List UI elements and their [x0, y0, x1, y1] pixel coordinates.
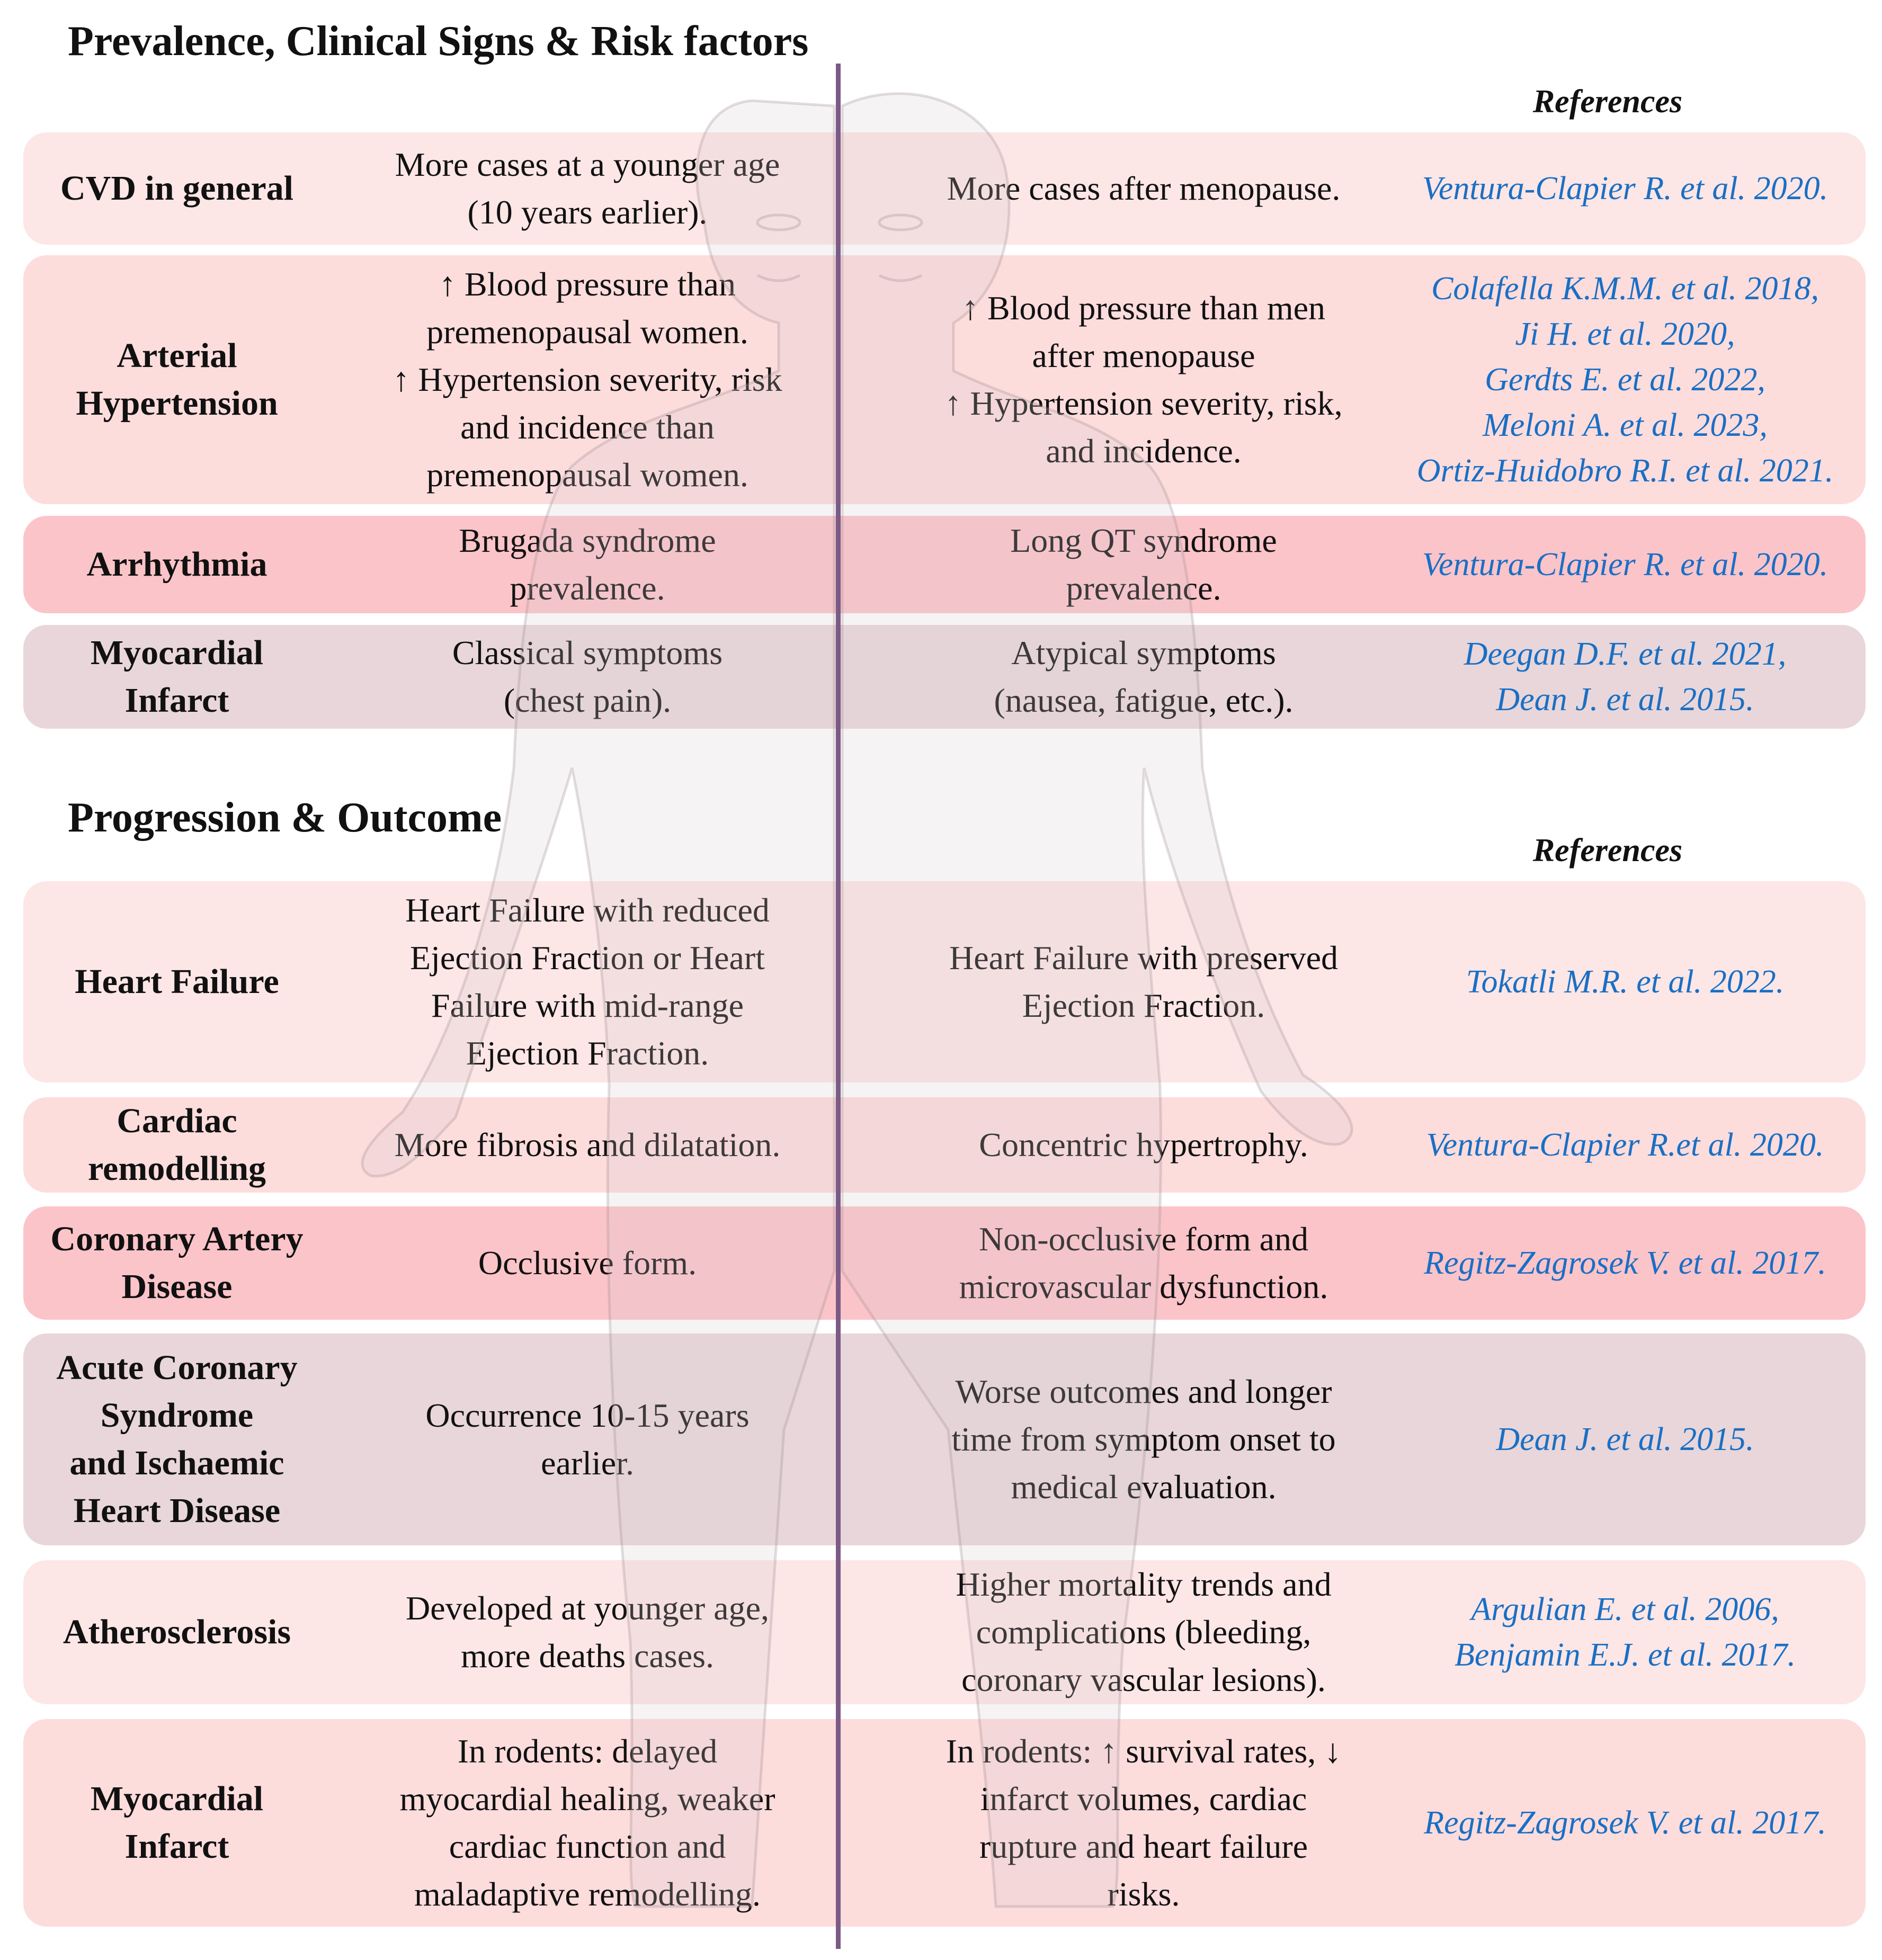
references-line: Argulian E. et al. 2006,: [1471, 1591, 1779, 1627]
men-finding-line: and incidence than: [460, 408, 715, 446]
women-finding-line: In rodents: ↑ survival rates, ↓: [946, 1732, 1342, 1770]
references-line: Meloni A. et al. 2023,: [1483, 407, 1768, 443]
table-row: [23, 1097, 1866, 1193]
women-finding-line: rupture and heart failure: [979, 1828, 1308, 1865]
men-finding-line: more deaths cases.: [460, 1637, 715, 1675]
references: [1387, 132, 1863, 245]
row-label-line: Coronary Artery: [50, 1220, 304, 1258]
women-finding-line: Concentric hypertrophy.: [979, 1126, 1308, 1164]
references: [1387, 1333, 1863, 1545]
references-line: Gerdts E. et al. 2022,: [1485, 362, 1765, 398]
section-title: Progression & Outcome: [68, 794, 502, 841]
references: [1387, 1097, 1863, 1193]
women-finding-line: coronary vascular lesions).: [961, 1661, 1326, 1698]
women-finding: [892, 1560, 1395, 1704]
references: [1387, 1206, 1863, 1320]
references-line: Tokatli M.R. et al. 2022.: [1466, 964, 1785, 1000]
row-label-line: Heart Disease: [73, 1491, 281, 1530]
women-finding-line: ↑ Hypertension severity, risk,: [944, 384, 1343, 422]
men-finding: [346, 132, 828, 245]
row-label-line: Infarct: [124, 1827, 229, 1866]
women-finding-line: Non-occlusive form and: [978, 1220, 1309, 1258]
table-row: [23, 881, 1866, 1082]
section-title: Prevalence, Clinical Signs & Risk factors: [68, 18, 809, 65]
row-label: [23, 1719, 331, 1927]
row-label-line: Syndrome: [100, 1396, 254, 1435]
women-finding: [892, 625, 1395, 729]
row-label-line: Hypertension: [76, 384, 278, 423]
men-finding-line: Ejection Fraction.: [466, 1034, 709, 1072]
row-label: [23, 516, 331, 613]
men-finding-line: (10 years earlier).: [467, 193, 708, 231]
references-line: Ortiz-Huidobro R.I. et al. 2021.: [1416, 453, 1834, 489]
women-finding-line: Ejection Fraction.: [1022, 987, 1265, 1024]
row-label: [23, 1206, 331, 1320]
men-finding: [346, 1206, 828, 1320]
row-label-line: remodelling: [87, 1149, 266, 1188]
men-finding-line: Classical symptoms: [452, 634, 723, 672]
row-label-line: Arterial: [117, 336, 237, 375]
men-finding-line: Developed at younger age,: [406, 1589, 769, 1627]
references-line: Ventura-Clapier R. et al. 2020.: [1422, 547, 1829, 583]
references-line: Ji H. et al. 2020,: [1515, 316, 1735, 352]
men-finding: [346, 1560, 828, 1704]
men-finding-line: Occurrence 10-15 years: [425, 1397, 750, 1434]
row-label: [23, 1333, 331, 1545]
table-row: [23, 1719, 1866, 1927]
row-label-line: Atherosclerosis: [63, 1613, 291, 1651]
men-finding-line: More fibrosis and dilatation.: [394, 1126, 781, 1164]
references: [1387, 625, 1863, 729]
women-finding-line: and incidence.: [1046, 432, 1242, 470]
row-label-line: and Ischaemic: [69, 1444, 284, 1482]
row-label-line: Myocardial: [90, 1779, 264, 1818]
references: [1387, 255, 1863, 504]
women-finding-line: complications (bleeding,: [976, 1613, 1312, 1651]
references-line: Ventura-Clapier R. et al. 2020.: [1422, 171, 1829, 207]
row-label: [23, 132, 331, 245]
men-finding: [346, 625, 828, 729]
references-line: Regitz-Zagrosek V. et al. 2017.: [1424, 1805, 1826, 1841]
men-finding-line: Occlusive form.: [478, 1244, 697, 1282]
references-header: References: [1532, 833, 1683, 869]
men-finding-line: In rodents: delayed: [457, 1732, 718, 1770]
row-label-line: Infarct: [124, 681, 229, 720]
references-header: References: [1532, 84, 1683, 120]
table-row: [23, 255, 1866, 504]
men-finding-line: prevalence.: [510, 569, 665, 607]
women-finding-line: Heart Failure with preserved: [949, 939, 1338, 977]
women-finding-line: Higher mortality trends and: [956, 1565, 1332, 1603]
men-finding-line: maladaptive remodelling.: [414, 1875, 761, 1913]
table-row: [23, 1560, 1866, 1704]
references: [1387, 516, 1863, 613]
table-row: [23, 1333, 1866, 1545]
row-label: [23, 625, 331, 729]
men-finding-line: ↑ Hypertension severity, risk: [393, 361, 782, 398]
women-finding-line: microvascular dysfunction.: [959, 1268, 1328, 1305]
references-line: Dean J. et al. 2015.: [1496, 1421, 1754, 1457]
references-line: Deegan D.F. et al. 2021,: [1464, 636, 1787, 672]
row-label: [23, 255, 331, 504]
women-finding-line: Worse outcomes and longer: [955, 1373, 1332, 1410]
men-finding-line: myocardial healing, weaker: [399, 1780, 775, 1818]
men-finding-line: premenopausal women.: [426, 456, 748, 494]
women-finding-line: ↑ Blood pressure than men: [961, 289, 1326, 327]
men-finding-line: (chest pain).: [503, 682, 672, 719]
table-row: [23, 132, 1866, 245]
row-label-line: Cardiac: [117, 1102, 237, 1140]
women-finding-line: Long QT syndrome: [1010, 522, 1277, 559]
men-finding: [346, 516, 828, 613]
references-line: Benjamin E.J. et al. 2017.: [1455, 1637, 1796, 1673]
men-finding: [346, 1097, 828, 1193]
row-label: [23, 1560, 331, 1704]
men-finding: [346, 881, 828, 1082]
women-finding-line: after menopause: [1032, 337, 1255, 374]
women-finding-line: More cases after menopause.: [947, 169, 1341, 207]
men-finding-line: Brugada syndrome: [459, 522, 716, 559]
men-finding-line: earlier.: [541, 1444, 634, 1482]
references: [1387, 1719, 1863, 1927]
women-finding-line: (nausea, fatigue, etc.).: [994, 682, 1294, 719]
row-label-line: CVD in general: [60, 169, 293, 208]
men-finding: [346, 1333, 828, 1545]
women-finding-line: medical evaluation.: [1011, 1468, 1277, 1506]
references: [1387, 1560, 1863, 1704]
women-finding: [892, 881, 1395, 1082]
table-row: [23, 625, 1866, 729]
men-finding: [346, 255, 828, 504]
men-finding: [346, 1719, 828, 1927]
women-finding: [892, 132, 1395, 245]
row-label: [23, 881, 331, 1082]
row-label-line: Arrhythmia: [86, 545, 267, 584]
men-finding-line: More cases at a younger age: [395, 146, 780, 183]
men-finding-line: premenopausal women.: [426, 313, 748, 351]
women-finding-line: prevalence.: [1066, 569, 1221, 607]
women-finding-line: infarct volumes, cardiac: [980, 1780, 1307, 1818]
women-finding: [892, 1097, 1395, 1193]
men-finding-line: Failure with mid-range: [431, 987, 744, 1024]
women-finding: [892, 1719, 1395, 1927]
men-finding-line: cardiac function and: [449, 1828, 726, 1865]
men-finding-line: Ejection Fraction or Heart: [410, 939, 765, 977]
table-row: [23, 1206, 1866, 1320]
references: [1387, 881, 1863, 1082]
row-label-line: Myocardial: [90, 633, 264, 672]
women-finding: [892, 1206, 1395, 1320]
center-divider: [836, 64, 841, 1949]
table-row: [23, 516, 1866, 613]
women-finding: [892, 516, 1395, 613]
references-line: Regitz-Zagrosek V. et al. 2017.: [1424, 1245, 1826, 1281]
men-finding-line: ↑ Blood pressure than: [439, 265, 736, 303]
row-label-line: Acute Coronary: [56, 1348, 298, 1387]
women-finding: [892, 255, 1395, 504]
references-line: Colafella K.M.M. et al. 2018,: [1431, 271, 1819, 307]
women-finding-line: time from symptom onset to: [951, 1420, 1336, 1458]
women-finding-line: risks.: [1107, 1875, 1180, 1913]
women-finding: [892, 1333, 1395, 1545]
row-label-line: Heart Failure: [75, 962, 279, 1001]
references-line: Dean J. et al. 2015.: [1496, 682, 1754, 718]
row-label-line: Disease: [121, 1267, 233, 1306]
row-label: [23, 1097, 331, 1193]
women-finding-line: Atypical symptoms: [1011, 634, 1276, 672]
references-line: Ventura-Clapier R.et al. 2020.: [1426, 1127, 1824, 1163]
men-finding-line: Heart Failure with reduced: [405, 891, 770, 929]
